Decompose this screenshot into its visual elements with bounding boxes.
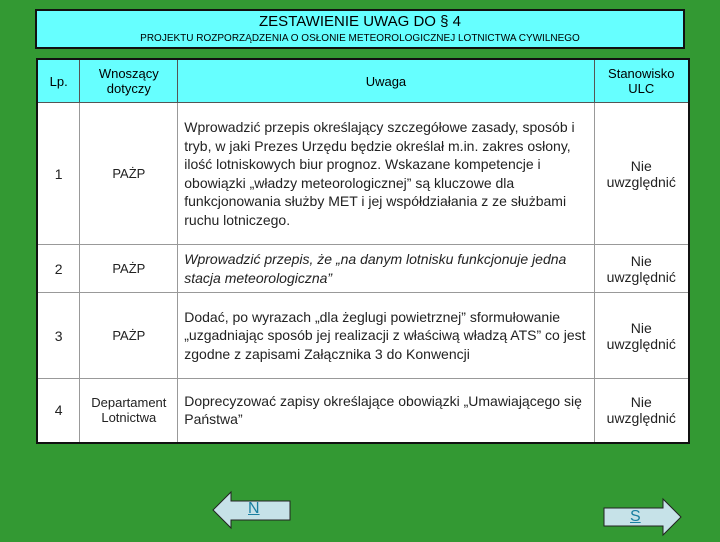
table-row: [37, 293, 689, 379]
table-row: [37, 379, 689, 443]
col-status: Stanowisko ULC: [594, 59, 689, 103]
remarks-table: [36, 58, 690, 444]
row-lp: 2: [37, 245, 80, 293]
row-note: Wprowadzić przepis określający szczegółowe zasady, sposób i tryb, w jaki Prezes Urzędu będzie określał m.in. zakres osłony, ilość lotniskowych biur prognoz. Wskazane kompetencje i obowiązki „władzy meteorologicznej” są kluczowe dla funkcjonowania służby MET i jej współdziałania z ze służbami ruchu lotniczego.: [178, 103, 594, 245]
row-who: PAŻP: [80, 103, 178, 245]
col-note: Uwaga: [178, 59, 594, 103]
table-header: [37, 59, 689, 103]
row-status: Nie uwzględnić: [594, 245, 689, 293]
arrow-right-icon: [603, 497, 683, 537]
col-lp: Lp.: [37, 59, 80, 103]
title-box: [35, 9, 685, 49]
row-status: Nie uwzględnić: [594, 103, 689, 245]
row-note: Wprowadzić przepis, że „na danym lotnisku funkcjonuje jedna stacja meteorologiczna”: [178, 245, 594, 293]
next-label[interactable]: S: [630, 508, 641, 525]
page-title: ZESTAWIENIE UWAG DO § 4: [259, 13, 461, 30]
row-status: Nie uwzględnić: [594, 379, 689, 443]
next-arrow-button[interactable]: [603, 497, 683, 537]
table-row: [37, 245, 689, 293]
row-lp: 4: [37, 379, 80, 443]
prev-arrow-button[interactable]: [212, 490, 292, 530]
row-lp: 3: [37, 293, 80, 379]
row-status: Nie uwzględnić: [594, 293, 689, 379]
row-who: PAŻP: [80, 245, 178, 293]
row-lp: 1: [37, 103, 80, 245]
row-who: Departament Lotnictwa: [80, 379, 178, 443]
page-subtitle: PROJEKTU ROZPORZĄDZENIA O OSŁONIE METEOROLOGICZNEJ LOTNICTWA CYWILNEGO: [140, 33, 580, 44]
col-who: Wnoszący dotyczy: [80, 59, 178, 103]
row-who: PAŻP: [80, 293, 178, 379]
table-row: [37, 103, 689, 245]
row-note: Dodać, po wyrazach „dla żeglugi powietrznej” sformułowanie „uzgadniając sposób jej realizacji z właściwą władzą ATS” co jest zgodne z zapisami Załącznika 3 do Konwencji: [178, 293, 594, 379]
row-note: Doprecyzować zapisy określające obowiązki „Umawiającego się Państwa”: [178, 379, 594, 443]
prev-label[interactable]: N: [248, 500, 260, 517]
